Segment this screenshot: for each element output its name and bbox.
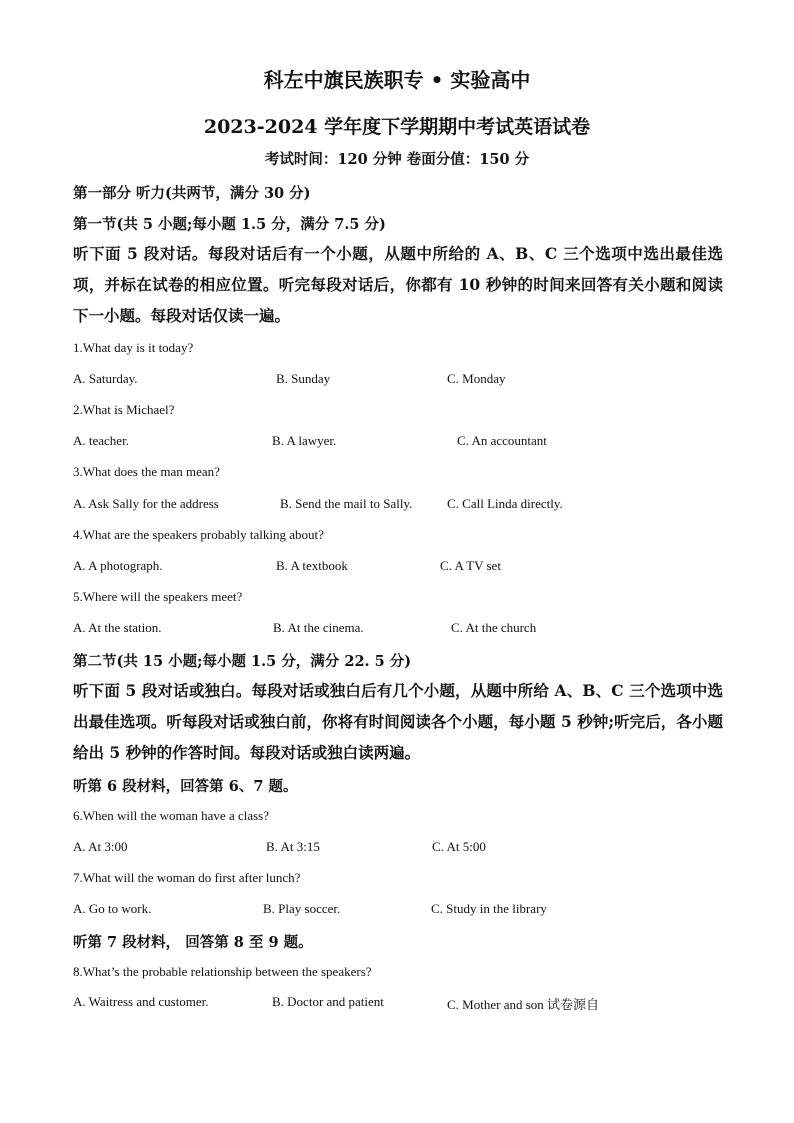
question-stem: 4.What are the speakers probably talking about?: [73, 527, 324, 542]
exam-info: 考试时间：120 分钟 卷面分值：150 分: [264, 151, 530, 168]
section2-instructions: 听下面 5 段对话或独白。每段对话或独白后有几个小题，从题中所给 A、B、C 三个选项中选出最佳选项。听每段对话或独白前，你将有时间阅读各个小题，每小题 5 秒钟;听完后，各小题给出 5 秒钟的作答时间。每段对话或独白读两遍。: [73, 681, 723, 762]
option-a: A. teacher.: [73, 433, 129, 448]
school-name: 科左中旗民族职专 • 实验高中: [263, 68, 531, 92]
question-stem: 8.What’s the probable relationship between the speakers?: [73, 964, 372, 979]
option-c: C. At 5:00: [432, 839, 486, 854]
question-stem: 5.Where will the speakers meet?: [73, 589, 243, 604]
question-stem: 3.What does the man mean?: [73, 464, 220, 479]
option-c: C. An accountant: [457, 433, 547, 448]
option-b: B. Doctor and patient: [272, 994, 384, 1009]
option-b: B. A lawyer.: [272, 433, 337, 448]
exam-title: 2023-2024 学年度下学期期中考试英语试卷: [203, 116, 591, 138]
option-b: B. At 3:15: [266, 839, 320, 854]
option-b: B. Sunday: [276, 371, 331, 386]
option-a: A. Waitress and customer.: [73, 994, 209, 1009]
option-a: A. Go to work.: [73, 901, 152, 916]
option-c: C. Monday: [447, 371, 506, 386]
option-c: C. Call Linda directly.: [447, 496, 563, 511]
option-a: A. A photograph.: [73, 558, 163, 573]
option-a: A. At 3:00: [73, 839, 128, 854]
option-a: A. Saturday.: [73, 371, 138, 386]
option-b: B. A textbook: [276, 558, 348, 573]
option-b: B. Send the mail to Sally.: [280, 496, 413, 511]
option-a: A. Ask Sally for the address: [73, 496, 219, 511]
question-stem: 1.What day is it today?: [73, 340, 194, 355]
option-c: C. At the church: [451, 620, 537, 635]
section2-heading: 第二节(共 15 小题;每小题 1.5 分，满分 22. 5 分): [73, 653, 412, 670]
section1-instructions: 听下面 5 段对话。每段对话后有一个小题，从题中所给的 A、B、C 三个选项中选出最佳选项，并标在试卷的相应位置。听完每段对话后，你都有 10 秒钟的时间来回答有关小题和阅读下一小题。每段对话仅读一遍。: [73, 244, 723, 325]
question-stem: 7.What will the woman do first after lunch?: [73, 870, 301, 885]
option-c: C. A TV set: [440, 558, 501, 573]
question-stem: 2.What is Michael?: [73, 402, 175, 417]
part1-heading: 第一部分 听力(共两节，满分 30 分): [73, 185, 311, 202]
material-7-heading: 听第 7 段材料， 回答第 8 至 9 题。: [73, 934, 313, 951]
section1-heading: 第一节(共 5 小题;每小题 1.5 分，满分 7.5 分): [73, 216, 386, 233]
question-stem: 6.When will the woman have a class?: [73, 808, 270, 823]
option-c: C. Study in the library: [431, 901, 547, 916]
material-6-heading: 听第 6 段材料，回答第 6、7 题。: [73, 778, 298, 795]
option-b: B. At the cinema.: [273, 620, 364, 635]
option-b: B. Play soccer.: [263, 901, 341, 916]
option-a: A. At the station.: [73, 620, 162, 635]
option-c: C. Mother and son 试卷源自: [447, 997, 600, 1012]
